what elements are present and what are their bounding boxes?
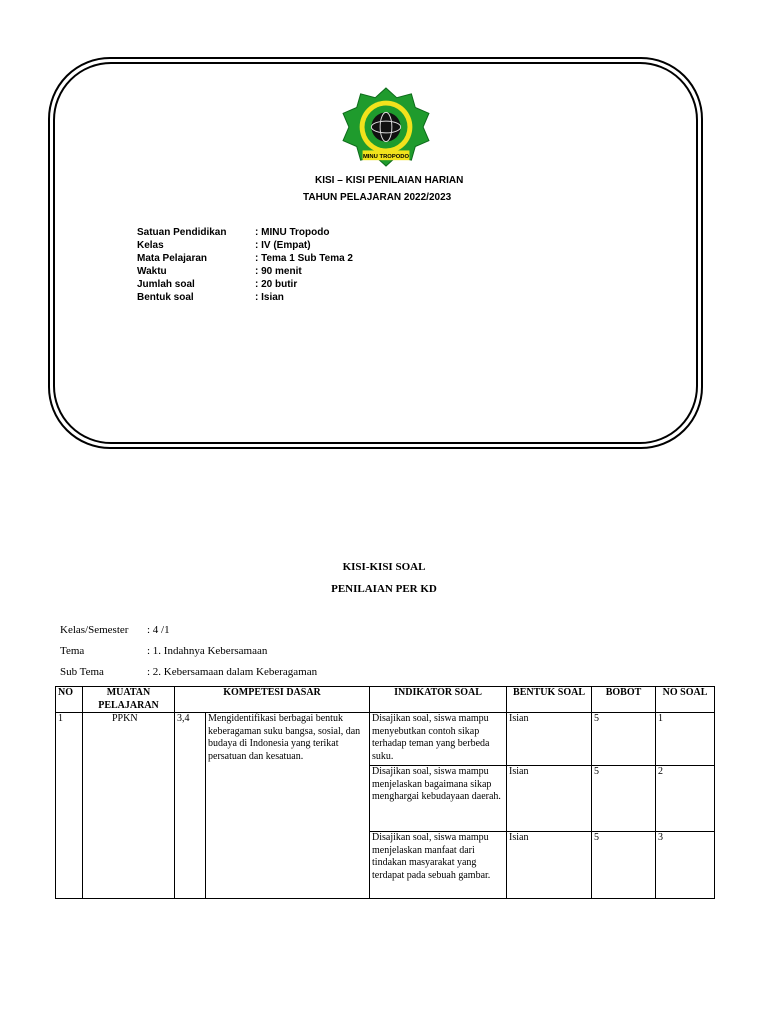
- info-row-mapel: [137, 252, 353, 265]
- info-row-kelas: [137, 239, 353, 252]
- cell-indikator: Disajikan soal, siswa mampu menyebutkan contoh sikap terhadap teman yang berbeda suku.: [370, 713, 507, 766]
- cell-no-soal: 2: [656, 766, 715, 832]
- header-bentuk-soal: BENTUK SOAL: [507, 687, 592, 713]
- info-row-jumlah: [137, 278, 353, 291]
- meta-label: Sub Tema: [60, 666, 104, 678]
- cell-bentuk: Isian: [507, 713, 592, 766]
- kisi-kisi-table: [55, 686, 715, 899]
- header-indikator: INDIKATOR SOAL: [370, 687, 507, 713]
- header-kompetensi-dasar: KOMPETESI DASAR: [175, 687, 370, 713]
- meta-value: : 2. Kebersamaan dalam Keberagaman: [147, 666, 318, 678]
- meta-label: Tema: [60, 645, 85, 657]
- meta-kelas-semester: [60, 624, 170, 636]
- info-value: : Isian: [255, 292, 284, 303]
- school-logo: [337, 86, 435, 168]
- meta-sub-tema: [60, 666, 317, 678]
- info-row-waktu: [137, 265, 353, 278]
- info-value: : 90 menit: [255, 266, 302, 277]
- cell-no-soal: 1: [656, 713, 715, 766]
- cover-title: KISI – KISI PENILAIAN HARIAN: [315, 175, 464, 186]
- table-row: [56, 713, 715, 766]
- section-title: KISI-KISI SOAL: [342, 561, 426, 573]
- info-label: Kelas: [137, 240, 164, 251]
- meta-value: : 4 /1: [147, 624, 170, 636]
- cell-bentuk: Isian: [507, 832, 592, 899]
- info-value: : MINU Tropodo: [255, 227, 330, 238]
- header-muatan: MUATAN PELAJARAN: [83, 687, 175, 713]
- info-label: Jumlah soal: [137, 279, 195, 290]
- header-no: NO: [56, 687, 83, 713]
- meta-tema: [60, 645, 267, 657]
- cell-muatan: PPKN: [83, 713, 175, 899]
- header-bobot: BOBOT: [592, 687, 656, 713]
- meta-value: : 1. Indahnya Kebersamaan: [147, 645, 268, 657]
- cell-kd-number: 3,4: [175, 713, 206, 899]
- header-no-soal: NO SOAL: [656, 687, 715, 713]
- cover-info-list: [137, 226, 353, 304]
- meta-label: Kelas/Semester: [60, 624, 129, 636]
- cell-indikator: Disajikan soal, siswa mampu menjelaskan bagaimana sikap menghargai kebudayaan daerah.: [370, 766, 507, 832]
- cell-bobot: 5: [592, 713, 656, 766]
- section-subtitle: PENILAIAN PER KD: [331, 583, 437, 595]
- info-row-satuan: [137, 226, 353, 239]
- cell-bobot: 5: [592, 832, 656, 899]
- cell-no-soal: 3: [656, 832, 715, 899]
- info-label: Waktu: [137, 266, 167, 277]
- cell-bobot: 5: [592, 766, 656, 832]
- logo-banner-text: MINU TROPODO: [362, 154, 410, 161]
- info-value: : 20 butir: [255, 279, 298, 290]
- table-header-row: [56, 687, 715, 713]
- cell-kd-text: Mengidentifikasi berbagai bentuk keberagaman suku bangsa, sosial, dan budaya di Indonesia yang terikat persatuan dan kesatuan.: [206, 713, 370, 899]
- cell-no: 1: [56, 713, 83, 899]
- info-row-bentuk: [137, 291, 353, 304]
- info-value: : Tema 1 Sub Tema 2: [255, 253, 353, 264]
- cell-indikator: Disajikan soal, siswa mampu menjelaskan manfaat dari tindakan masyarakat yang terdapat pada sebuah gambar.: [370, 832, 507, 899]
- info-label: Mata Pelajaran: [137, 253, 208, 264]
- info-value: : IV (Empat): [255, 240, 311, 251]
- info-label: Bentuk soal: [137, 292, 194, 303]
- info-label: Satuan Pendidikan: [137, 227, 227, 238]
- cell-bentuk: Isian: [507, 766, 592, 832]
- cover-subtitle: TAHUN PELAJARAN 2022/2023: [303, 192, 452, 203]
